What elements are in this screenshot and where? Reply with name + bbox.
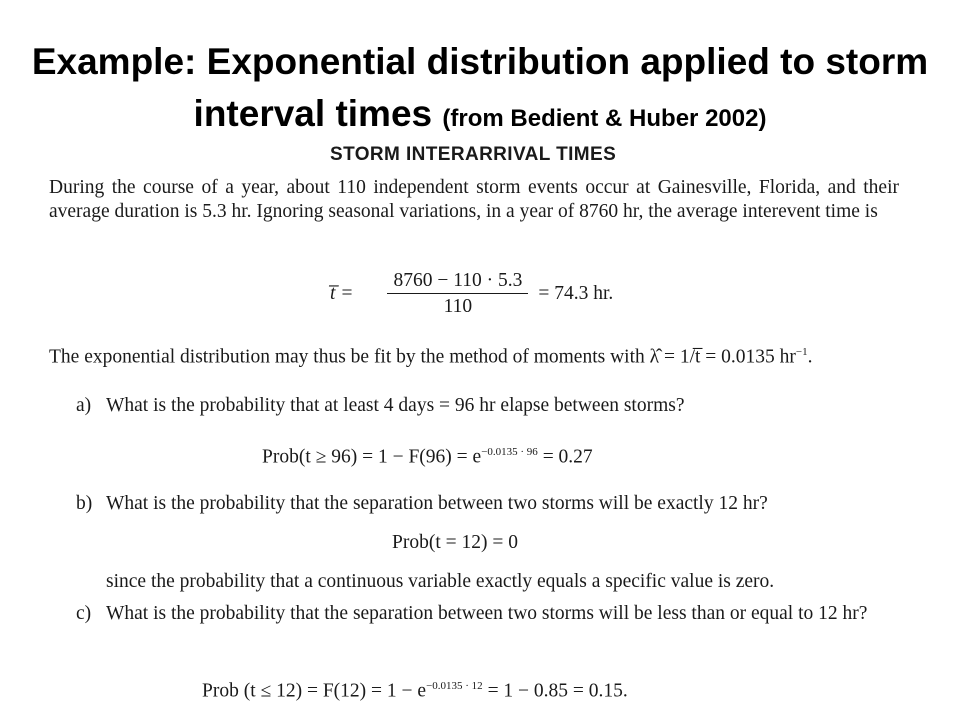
formula-numerator: 8760 − 110 · 5.3: [387, 270, 528, 294]
formula-lhs: t̅ =: [330, 283, 354, 304]
question-c-equation-main: Prob (t ≤ 12) = F(12) = 1 − e: [202, 680, 427, 702]
slide-title-main: Example: Exponential distribution applied to storm interval times: [31, 41, 929, 134]
question-a-equation-result: = 0.27: [542, 446, 593, 468]
intro-paragraph: During the course of a year, about 110 independent storm events occur at Gainesville, Florida, and their average duration is 5.3 hr. Ignoring seasonal variations, in a year of 8760 hr, the average interevent time is: [49, 177, 899, 222]
question-c: [76, 602, 906, 626]
question-c-equation-exponent: −0.0135 · 12: [426, 680, 483, 692]
formula-denominator: 110: [443, 296, 473, 317]
slide-title-citation: (from Bedient & Huber 2002): [442, 105, 767, 132]
question-b-text: What is the probability that the separation between two storms will be exactly 12 hr?: [106, 493, 768, 514]
question-c-text: What is the probability that the separation between two storms will be less than or equal to 12 hr?: [106, 603, 868, 624]
question-a-equation: [262, 446, 593, 469]
question-a: [76, 394, 906, 418]
method-of-moments-text: The exponential distribution may thus be fit by the method of moments with λ̂ = 1/t̅ = 0.0135 hr: [49, 346, 796, 368]
question-c-equation-result: = 1 − 0.85 = 0.15.: [487, 680, 628, 702]
formula-result: = 74.3 hr.: [538, 283, 614, 304]
mean-interevent-formula: [330, 270, 613, 318]
method-of-moments-paragraph: [49, 340, 899, 370]
question-b-label: b): [76, 493, 93, 514]
method-of-moments-exponent: −1: [795, 346, 808, 358]
slide-title: [20, 36, 940, 145]
section-heading: STORM INTERARRIVAL TIMES: [330, 144, 617, 165]
method-of-moments-end: .: [807, 346, 813, 368]
formula-fraction: [387, 270, 528, 318]
question-a-label: a): [76, 395, 92, 416]
question-a-equation-main: Prob(t ≥ 96) = 1 − F(96) = e: [262, 446, 482, 468]
question-b-equation: Prob(t = 12) = 0: [392, 532, 518, 553]
question-a-text: What is the probability that at least 4 days = 96 hr elapse between storms?: [106, 395, 685, 416]
question-b-answer: since the probability that a continuous variable exactly equals a specific value is zero.: [106, 571, 775, 592]
question-c-equation: [202, 680, 628, 703]
question-a-equation-exponent: −0.0135 · 96: [481, 446, 538, 458]
question-b: [76, 492, 906, 516]
question-c-label: c): [76, 603, 92, 624]
